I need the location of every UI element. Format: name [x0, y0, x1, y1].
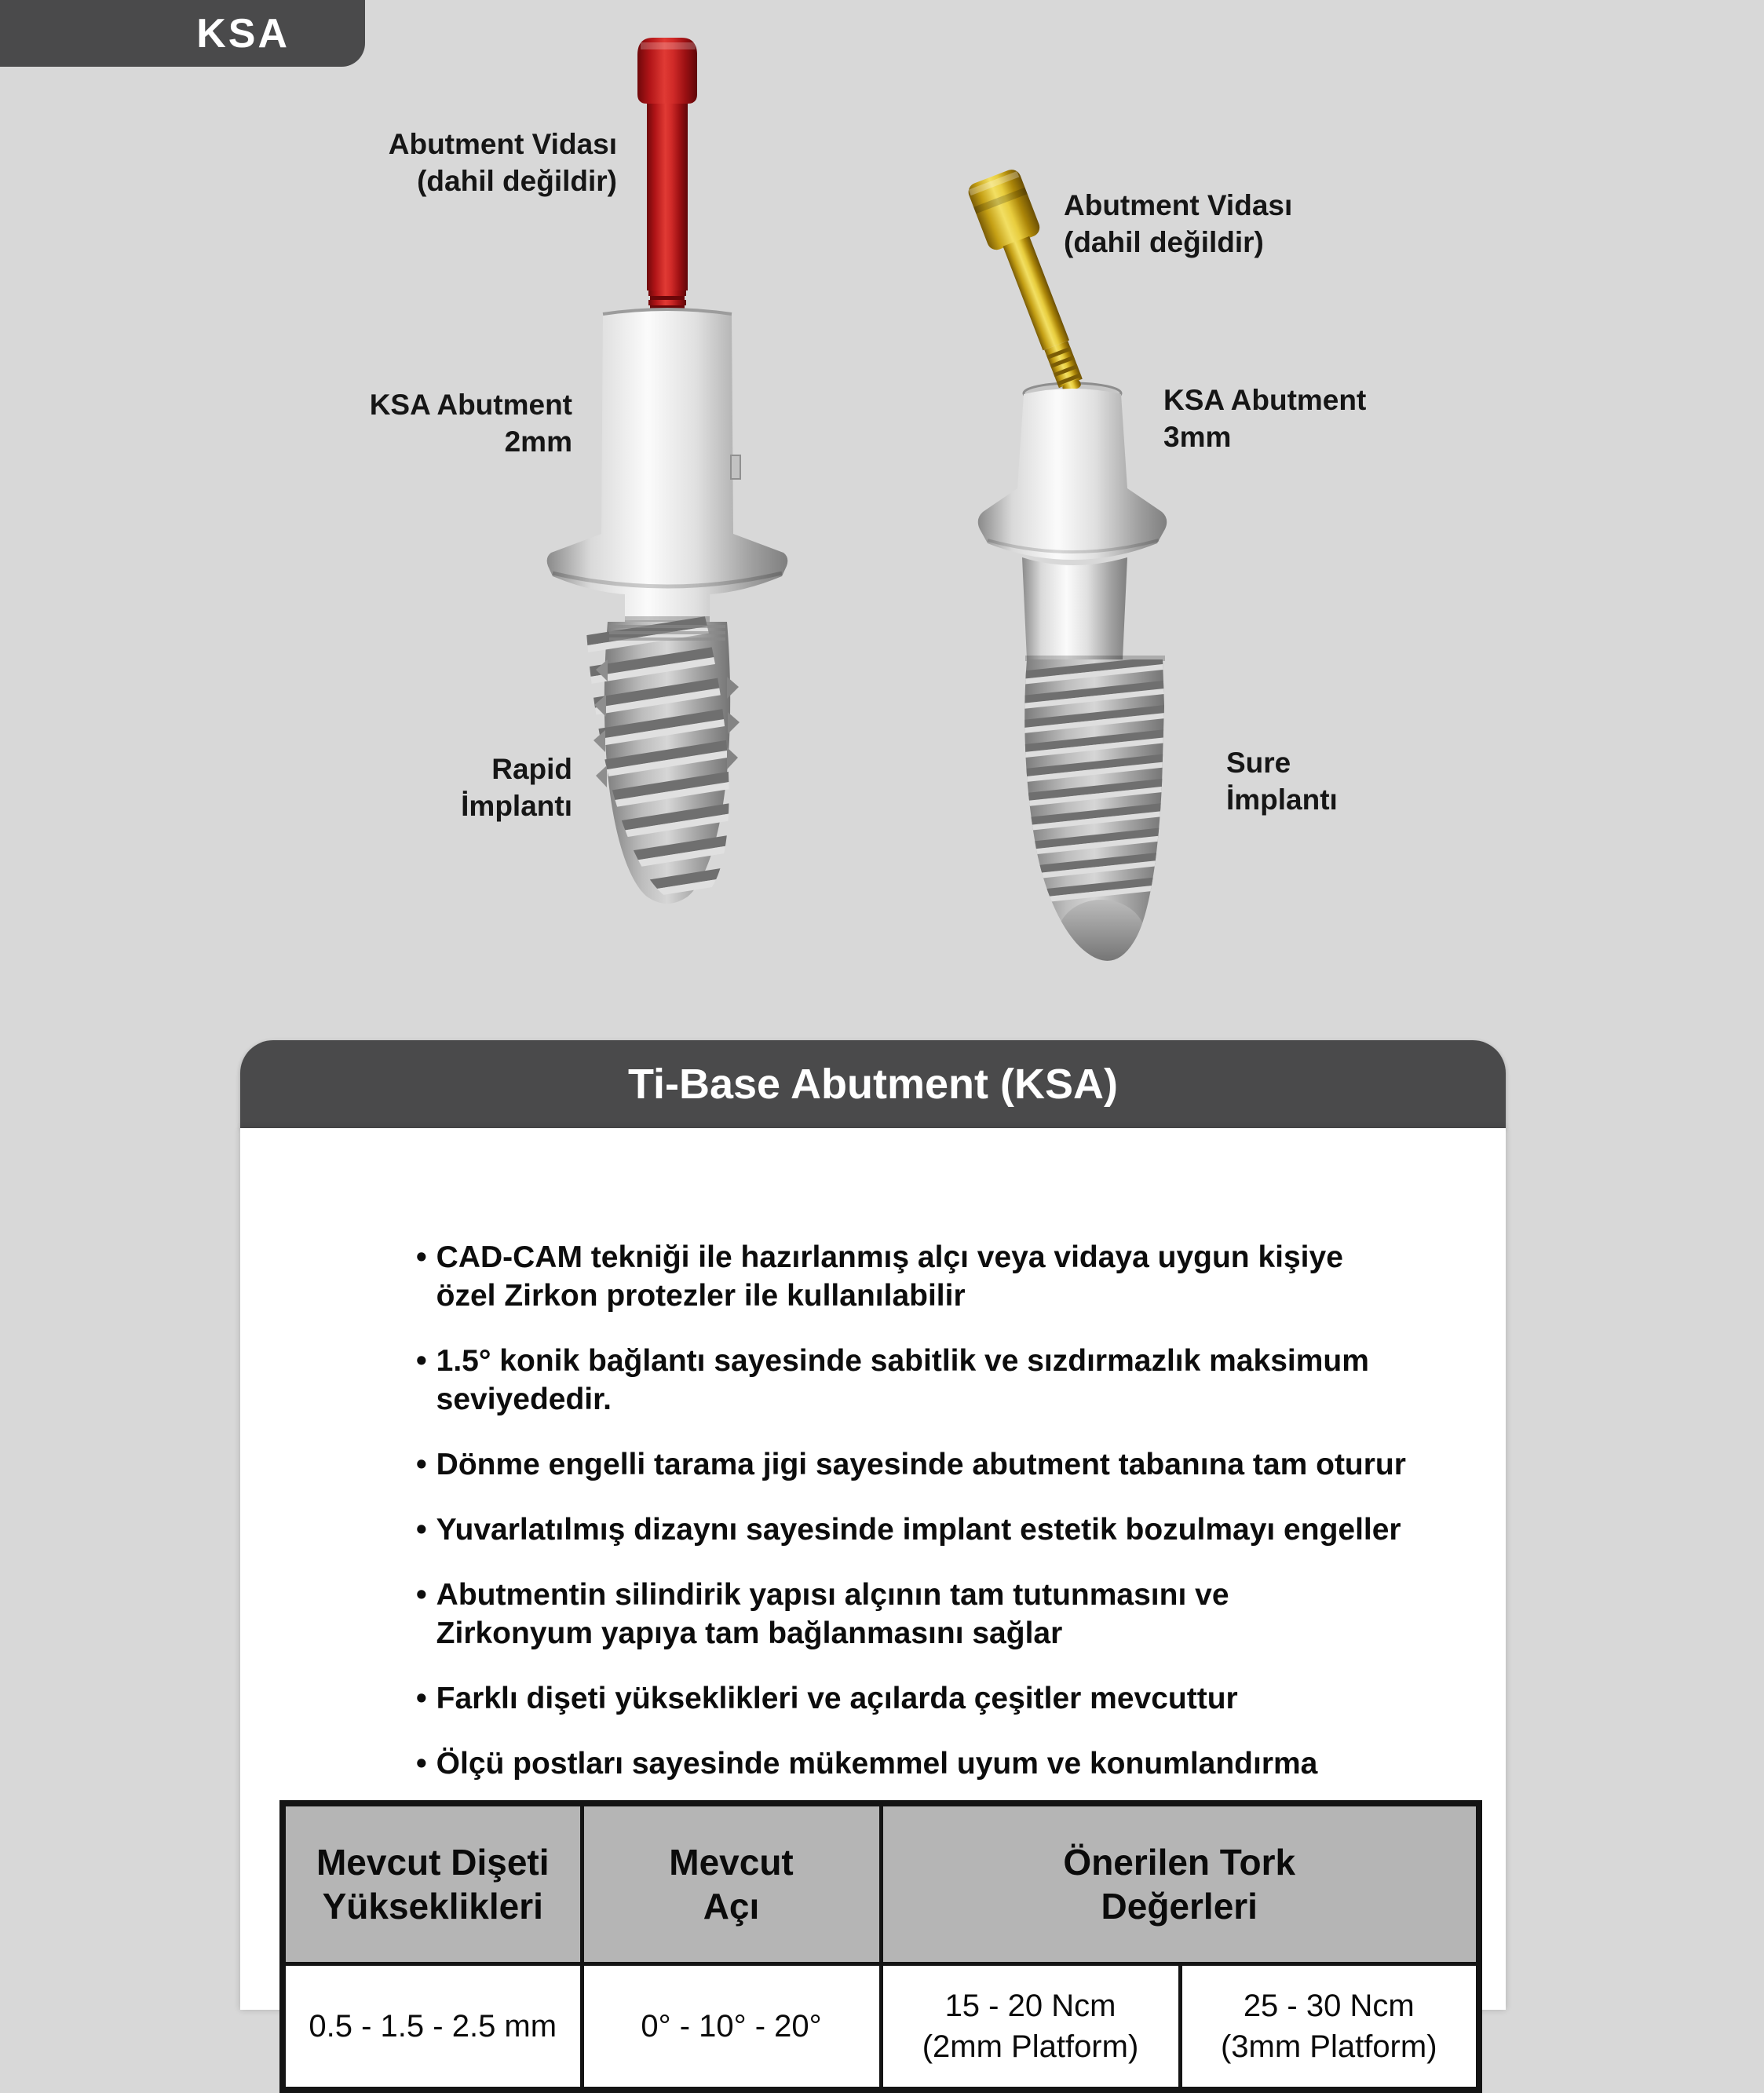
- list-item-text: [436, 1510, 1401, 1549]
- info-panel-body: [240, 1128, 1506, 2064]
- right-abutment-label-line2: 3mm: [1163, 421, 1232, 453]
- header-angle: [582, 1803, 881, 1964]
- list-item-line: Abutmentin silindirik yapısı alçının tam tutunmasını ve: [436, 1578, 1229, 1612]
- list-item-line: Yuvarlatılmış dizaynı sayesinde implant estetik bozulmayı engeller: [436, 1513, 1401, 1547]
- left-abutment-label-line2: 2mm: [504, 426, 572, 458]
- spec-table-data-row: [283, 1964, 1479, 2091]
- feature-list: [416, 1238, 1460, 1810]
- left-implant-screw-body: [537, 608, 796, 908]
- bullet-icon: •: [416, 1513, 427, 1547]
- header-line: Yükseklikleri: [322, 1886, 543, 1927]
- left-screw-label: [389, 126, 617, 199]
- list-item-line: Farklı dişeti yükseklikleri ve açılarda çeşitler mevcuttur: [436, 1682, 1238, 1715]
- header-line: Açı: [703, 1886, 760, 1927]
- left-abutment-label: [370, 386, 572, 460]
- header-line: Mevcut: [669, 1842, 794, 1883]
- cell-line: (3mm Platform): [1220, 2029, 1437, 2064]
- spec-table: [279, 1800, 1482, 2093]
- header-line: Değerleri: [1101, 1886, 1258, 1927]
- bullet-icon: •: [416, 1747, 427, 1781]
- page-tab-label: KSA: [196, 10, 290, 57]
- list-item-text: [436, 1238, 1343, 1315]
- right-abutment-label-line1: KSA Abutment: [1163, 384, 1367, 416]
- right-screw-label: [1064, 187, 1292, 261]
- left-abutment-label-line1: KSA Abutment: [369, 389, 572, 421]
- right-abutment-label: [1163, 382, 1366, 455]
- list-item: [416, 1576, 1460, 1653]
- list-item: [416, 1679, 1460, 1718]
- list-item: [416, 1445, 1460, 1484]
- left-screw-label-line2: (dahil değildir): [417, 165, 617, 197]
- header-torque: [881, 1803, 1479, 1964]
- list-item-line: seviyededir.: [436, 1383, 612, 1416]
- bullet-icon: •: [416, 1682, 427, 1715]
- cell-angles: 0° - 10° - 20°: [582, 1964, 881, 2091]
- red-abutment-screw: [637, 38, 697, 316]
- spec-table-wrap: [279, 1800, 1482, 2093]
- left-abutment-body: [547, 309, 788, 622]
- left-implant-label-line2: İmplantı: [461, 790, 572, 822]
- list-item-text: [436, 1445, 1406, 1484]
- cell-torque-2mm: [881, 1964, 1180, 2091]
- header-gum-heights: [283, 1803, 582, 1964]
- spec-table-header-row: [283, 1803, 1479, 1964]
- left-implant-label: [461, 751, 572, 824]
- list-item-text: [436, 1576, 1229, 1653]
- cell-torque-3mm: [1180, 1964, 1479, 2091]
- bullet-icon: •: [416, 1240, 427, 1274]
- left-screw-label-line1: Abutment Vidası: [388, 128, 617, 160]
- list-item-line: Dönme engelli tarama jigi sayesinde abutment tabanına tam oturur: [436, 1448, 1406, 1481]
- list-item-line: Zirkonyum yapıya tam bağlanmasını sağlar: [436, 1616, 1063, 1650]
- info-panel-title: Ti-Base Abutment (KSA): [627, 1061, 1119, 1108]
- cell-line: (2mm Platform): [922, 2029, 1139, 2064]
- right-implant-label: [1226, 744, 1338, 818]
- list-item: [416, 1744, 1460, 1783]
- list-item: [416, 1510, 1460, 1549]
- list-item: [416, 1342, 1460, 1419]
- page-tab: [0, 0, 365, 67]
- list-item-text: [436, 1744, 1318, 1783]
- header-line: Mevcut Dişeti: [316, 1842, 550, 1883]
- right-implant-screw-body: [983, 655, 1203, 972]
- right-abutment-body: [978, 389, 1167, 661]
- left-implant-label-line1: Rapid: [491, 753, 572, 785]
- bullet-icon: •: [416, 1578, 427, 1612]
- list-item: [416, 1238, 1460, 1315]
- cell-gum-heights: 0.5 - 1.5 - 2.5 mm: [283, 1964, 582, 2091]
- header-line: Önerilen Tork: [1063, 1842, 1296, 1883]
- list-item-text: [436, 1679, 1238, 1718]
- info-panel-header: [240, 1040, 1506, 1128]
- right-screw-label-line2: (dahil değildir): [1064, 226, 1264, 258]
- cell-line: 15 - 20 Ncm: [944, 1989, 1116, 2023]
- list-item-line: Ölçü postları sayesinde mükemmel uyum ve konumlandırma: [436, 1747, 1318, 1781]
- list-item-line: CAD-CAM tekniği ile hazırlanmış alçı veya vidaya uygun kişiye: [436, 1240, 1343, 1274]
- list-item-line: 1.5° konik bağlantı sayesinde sabitlik ve sızdırmazlık maksimum: [436, 1344, 1369, 1378]
- list-item-line: özel Zirkon protezler ile kullanılabilir: [436, 1279, 966, 1313]
- right-implant-label-line2: İmplantı: [1226, 784, 1338, 816]
- list-item-text: [436, 1342, 1369, 1419]
- right-implant-illustration: [926, 155, 1193, 989]
- info-panel: [240, 1040, 1506, 2064]
- bullet-icon: •: [416, 1448, 427, 1481]
- right-implant-tip: [1057, 900, 1145, 972]
- cell-line: 25 - 30 Ncm: [1243, 1989, 1415, 2023]
- right-implant-label-line1: Sure: [1226, 747, 1291, 779]
- bullet-icon: •: [416, 1344, 427, 1378]
- right-screw-label-line1: Abutment Vidası: [1064, 189, 1293, 221]
